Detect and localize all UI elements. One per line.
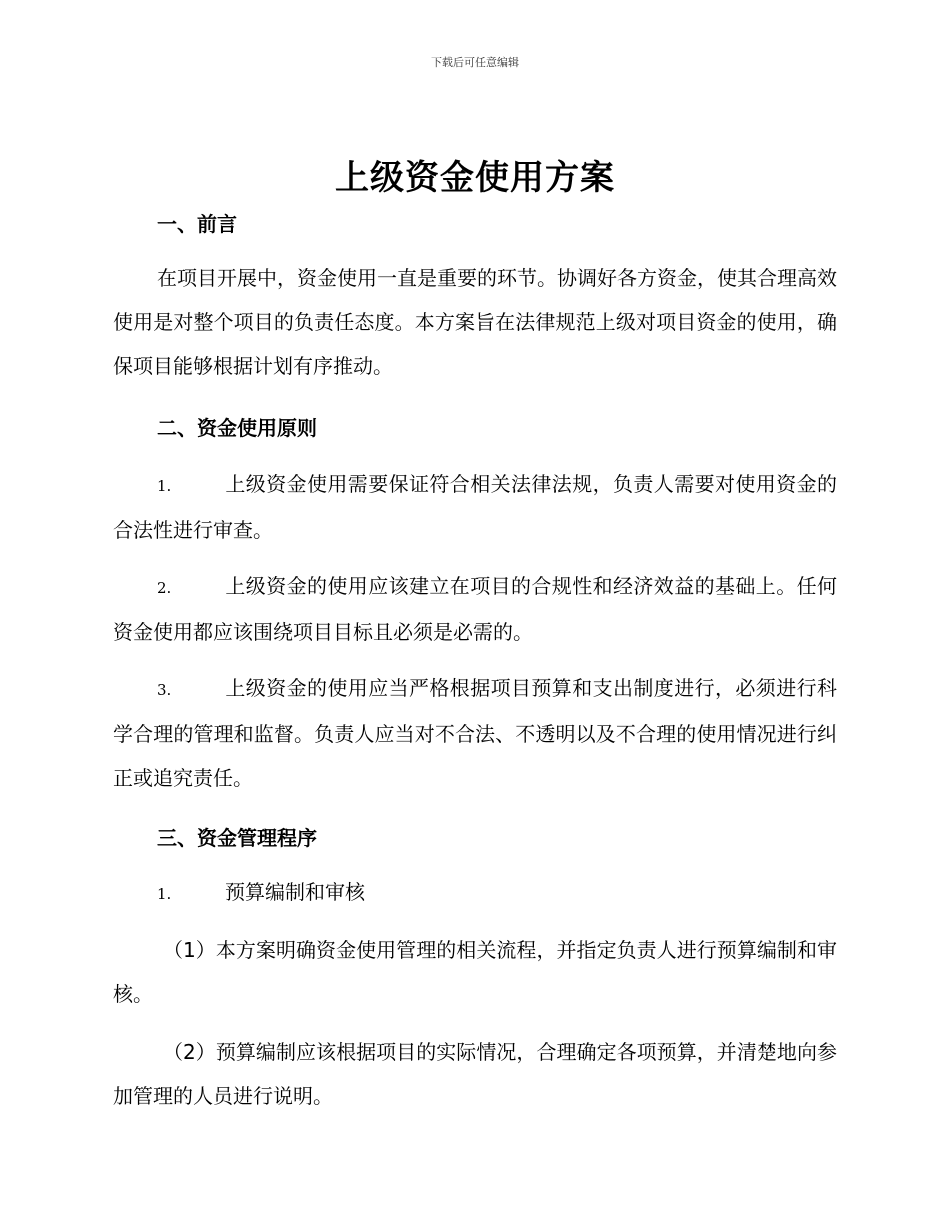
section-heading-preface: 一、前言 (157, 212, 237, 236)
list-item-principle-1 (113, 462, 837, 552)
list-item-text: 上级资金的使用应当严格根据项目预算和支出制度进行，必须进行科学合理的管理和监督。负责人应当对不合法、不透明以及不合理的使用情况进行纠正或追究责任。 (113, 676, 837, 790)
list-item-number: 3. (157, 681, 172, 699)
list-item-number: 2. (157, 579, 172, 597)
section-heading-principles: 二、资金使用原则 (157, 416, 317, 440)
list-item-principle-2 (113, 564, 837, 654)
list-item-number: 1. (157, 885, 172, 903)
list-item-procedure-1 (113, 870, 837, 916)
list-item-text: 上级资金使用需要保证符合相关法律法规，负责人需要对使用资金的合法性进行审查。 (113, 472, 837, 542)
page-header-note: 下载后可任意编辑 (431, 56, 519, 69)
paragraph-preface: 在项目开展中，资金使用一直是重要的环节。协调好各方资金，使其合理高效使用是对整个项目的负责任态度。本方案旨在法律规范上级对项目资金的使用，确保项目能够根据计划有序推动。 (113, 266, 837, 378)
list-item-principle-3 (113, 666, 837, 800)
list-item-number: 1. (157, 477, 172, 495)
paragraph-procedure-sub-2: （2）预算编制应该根据项目的实际情况，合理确定各项预算，并清楚地向参加管理的人员进行说明。 (113, 1040, 837, 1108)
document-title: 上级资金使用方案 (335, 158, 615, 198)
section-heading-procedure: 三、资金管理程序 (157, 826, 317, 850)
list-item-text: 上级资金的使用应该建立在项目的合规性和经济效益的基础上。任何资金使用都应该围绕项目目标且必须是必需的。 (113, 574, 837, 644)
list-item-text: 预算编制和审核 (225, 880, 365, 904)
paragraph-procedure-sub-1: （1）本方案明确资金使用管理的相关流程，并指定负责人进行预算编制和审核。 (113, 938, 837, 1006)
